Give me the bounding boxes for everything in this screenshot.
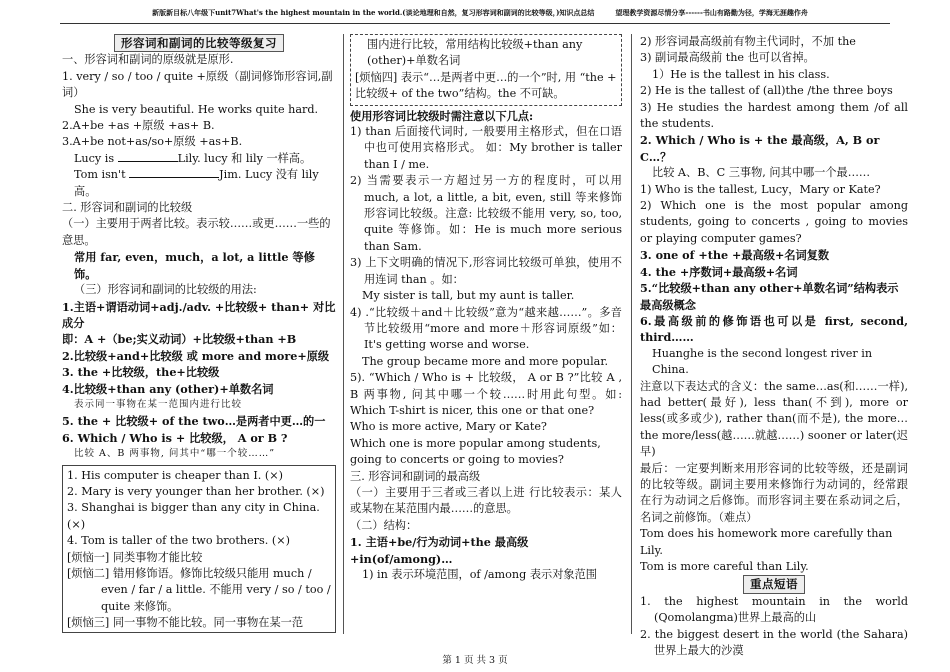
example-line: My sister is tall, but my aunt is taller.	[362, 289, 575, 303]
example-line: Huanghe is the second longest river in China.	[652, 346, 873, 377]
text-line: （三）形容词和副词的比较级的用法:	[74, 283, 257, 297]
point: 2) 当需要表示一方超过另一方的程度时，可以用 much, a lot, a little, a bit, even, still 等来修饰形容词比较级。注意: 比较级不能用 very, so, too, quite 等修饰。如：He is much more serious than Sam.	[350, 174, 622, 253]
rule-line: 6.最高级前的修饰语也可以是 first, second, third……	[640, 313, 908, 345]
section-heading: 二. 形容词和副词的比较级	[62, 201, 193, 215]
rule-line: 即：A +（be;实义动词）+比较级+than +B	[62, 332, 297, 347]
text: Tom isn't	[74, 168, 130, 182]
rule-line: 3. the +比较级，the+比较级	[62, 365, 220, 380]
rule-line: 4. the +序数词+最高级+名词	[640, 264, 798, 279]
rule-line: 3. one of +the +最高级+名词复数	[640, 248, 830, 263]
text-line: 1) in 表示环境范围，of /among 表示对象范围	[362, 568, 597, 581]
text-line: （一）主要用于三者或三者以上进 行比较表示：某人或某物在某范围内最……的意思。	[350, 485, 622, 516]
rule-line: 1. 主语+be/行为动词+the 最高级+in(of/among)…	[350, 535, 529, 566]
column-divider	[343, 34, 344, 634]
point: 4) .“比较级＋and＋比较级”意为“越来越……”。多音节比较级用“more and more＋形容词原级”如：It's getting worse and worse.	[350, 305, 622, 352]
text: Lucy is	[74, 151, 118, 165]
column-3	[640, 34, 908, 659]
text-line: 常用 far, even，much，a lot, a little 等修饰。	[74, 250, 315, 281]
example-line: 1）He is the tallest in his class.	[652, 67, 830, 81]
column-divider	[631, 34, 632, 634]
example-line: Who is more active, Mary or Kate?	[350, 420, 547, 434]
fill-blank-line	[62, 167, 336, 200]
page-footer: 第 1 页 共 3 页	[442, 655, 508, 666]
worry-note: [烦恼四] 表示“…是两者中更…的一个”时, 用 “the + 比较级+ of the two”结构。the 不可缺。	[355, 70, 617, 101]
section-heading: 三. 形容词和副词的最高级	[350, 469, 481, 483]
text: Jim. Lucy 没有 lily 高。	[74, 168, 319, 198]
text-line: 1. very / so / too / quite +原级（副词修饰形容词,副词）	[62, 69, 333, 100]
point: 5). “Which / Who is + 比较级， A or B ?”比较 A , B 两事物, 问其中哪一个较……时用此句型。如: Which T-shirt is nicer, this one or that one?	[350, 371, 622, 417]
example-line: 1) Who is the tallest, Lucy，Mary or Kate?	[640, 182, 881, 196]
rule-line: 6. Which / Who is + 比较级， A or B ?	[62, 430, 288, 445]
example-line: The group became more and more popular.	[362, 354, 609, 368]
worry-note: [烦恼二] 错用修饰语。修饰比较级只能用 much / even / far / a little. 不能用 very / so / too / quite 来修饰。	[67, 567, 331, 613]
error-example: 4. Tom is taller of the two brothers. (×)	[67, 534, 290, 548]
text-line: 2.A+be +as +原级 +as+ B.	[62, 119, 215, 133]
section-heading: 使用形容词比较级时需注意以下几点:	[350, 108, 534, 123]
example-line: 3) He studies the hardest among them /of all the students.	[640, 100, 908, 131]
rule-line: 4.比较级+than any (other)+单数名词	[62, 381, 274, 396]
text-line: （一）主要用于两者比较。表示较……或更……一些的意思。	[62, 217, 331, 247]
column-2	[350, 34, 622, 583]
blank	[118, 161, 178, 162]
text-line: 2) 形容词最高级前有物主代词时，不加 the	[640, 35, 856, 48]
error-example: 2. Mary is very younger than her brother. (×)	[67, 484, 325, 498]
example-line: She is very beautiful. He works quite hard.	[74, 102, 319, 116]
point: 3) 上下文明确的情况下,形容词比较级可单独，使用不用连词 than 。如：	[350, 256, 622, 286]
note-line: 表示同一事物在某一范围内进行比较	[74, 398, 243, 410]
key-phrase: 2. the biggest desert in the world (the Sahara)世界上最大的沙漠	[640, 627, 908, 658]
error-examples-box	[62, 465, 336, 633]
rule-line: 1.主语+谓语动词+adj./adv. +比较级+ than+ 对比成分	[62, 299, 336, 330]
column-1	[62, 34, 336, 635]
error-example: 3. Shanghai is bigger than any city in China. (×)	[67, 501, 320, 531]
key-phrases-title-text: 重点短语	[743, 575, 805, 593]
rule-line: 5. the + 比较级+ of the two…是两者中更…的一	[62, 414, 326, 429]
worry-note: [烦恼一] 同类事物才能比较	[67, 550, 203, 564]
example-line: 2) Which one is the most popular among students, going to concerts , going to movies or playing computer games?	[640, 199, 908, 245]
point: 1) than 后面接代词时, 一般要用主格形式，但在口语中也可使用宾格形式。 如：My brother is taller than I / me.	[350, 125, 622, 171]
example-line: Tom does his homework more carefully than Lily.	[640, 527, 893, 557]
text-line: 3.A+be not+as/so+原级 +as+B.	[62, 135, 243, 149]
key-phrase: 1. the highest mountain in the world (Qomolangma)世界上最高的山	[640, 594, 908, 625]
example-line: Tom is more careful than Lily.	[640, 560, 809, 573]
example-line: 2) He is the tallest of (all)the /the three boys	[640, 84, 893, 98]
worry-note: [烦恼三] 同一事物不能比较。同一事物在某一范	[67, 616, 304, 630]
header-rule	[60, 23, 890, 24]
fill-blank-line	[62, 151, 336, 167]
worry-note: 围内进行比较，常用结构比较级+than any (other)+单数名词	[367, 38, 583, 68]
text: Lily. lucy 和 lily 一样高。	[177, 151, 312, 165]
note-line: 比较 A、B 两事物, 问其中“哪一个较……”	[74, 448, 276, 460]
blank	[129, 177, 219, 178]
error-example: 1. His computer is cheaper than I. (×)	[67, 468, 283, 482]
rule-line: 5.“比较级+than any other+单数名词”结构表示最高级概念	[640, 281, 899, 312]
text-line: 3) 副词最高级前 the 也可以省掉。	[640, 51, 815, 65]
rule-line: 2.比较级+and+比较级 或 more and more+原级	[62, 348, 330, 363]
section-title-text: 形容词和副词的比较等级复习	[114, 34, 284, 52]
note-paragraph: 注意以下表达式的含义：the same…as(和……一样), had better(最好), less than(不到), more or less(或多或少), rather than(而不是), the more…the more/less(越……就越……) sooner or later(迟早)	[640, 379, 908, 459]
rule-line: 2. Which / Who is + the 最高级，A, B or C…？	[640, 133, 880, 164]
text-line: 比较 A、B、C 三事物, 问其中哪一个最……	[652, 166, 871, 180]
section-heading: 一、形容词和副词的原级就是原形.	[62, 53, 234, 67]
section-title	[62, 34, 336, 52]
page-header: 新版新目标八年级下unit7What's the highest mountain in the world.(谈论地理和自然，复习形容词和副词的比较等级，)知识点总结 望理教学资源尽情分享------书山有路勤为径，学海无涯趣作舟	[152, 8, 808, 17]
key-phrases-title	[640, 575, 908, 593]
text-line: （二）结构：	[350, 518, 418, 532]
example-line: Which one is more popular among students, going to concerts or going to movies?	[350, 436, 601, 467]
worry-box	[350, 34, 622, 106]
note-paragraph: 最后：一定要判断来用形容词的比较等级，还是副词的比较等级。副词主要用来修饰行为动词的，经常跟在行为动词之后修饰。而形容词主要在系动词之后，名词之前修饰。（难点）	[640, 461, 908, 524]
